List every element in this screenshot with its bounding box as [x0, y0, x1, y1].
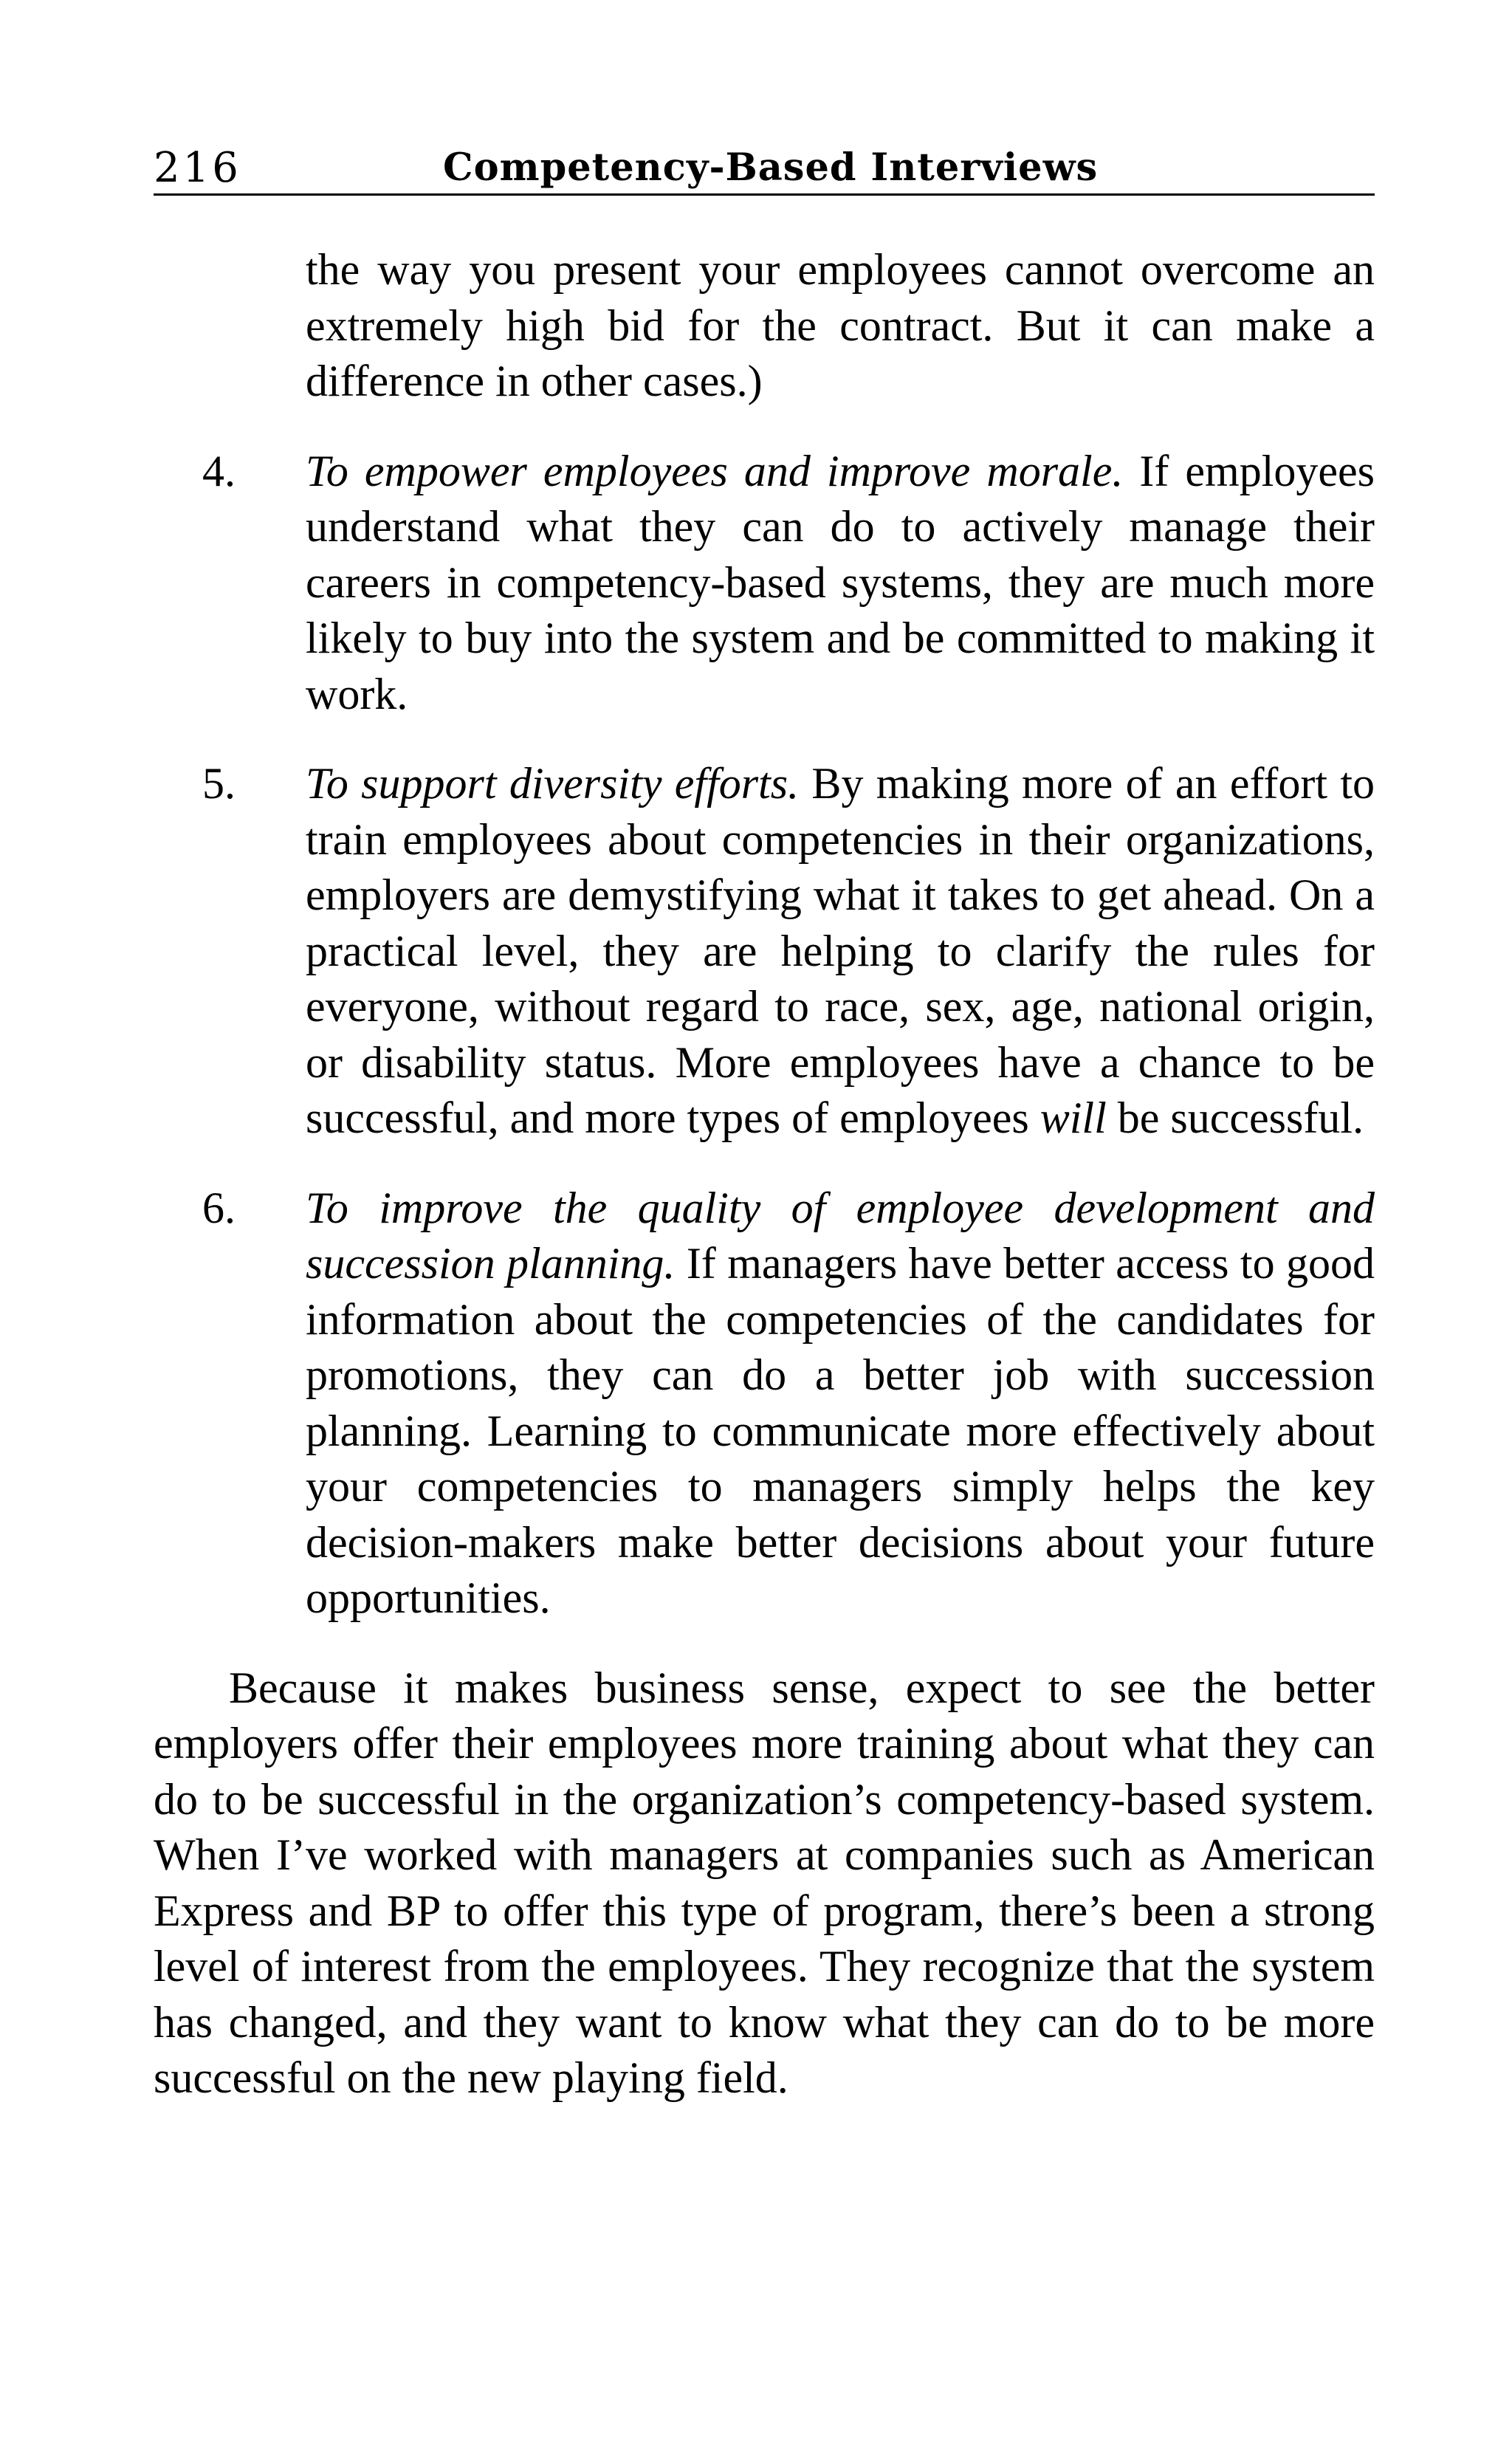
page-body: [154, 242, 1375, 2106]
list-item-number: 5.: [202, 759, 236, 808]
continued-list-text: the way you present your employees cannot overcome an extremely high bid for the contract. But it can make a difference in other cases.): [306, 245, 1375, 405]
list-item-lead: To support diversity efforts.: [306, 759, 800, 808]
list-item-body: By making more of an effort to train employees about competencies in their organizations, employers are demystifying what it takes to get ahead. On a practical level, they are helping to clarify the rules for everyone, without regard to race, sex, age, national origin, or disability status. More employees have a chance to be successful, and more types of employees: [306, 759, 1375, 1142]
list-item-number: 6.: [202, 1183, 236, 1232]
book-page: [154, 0, 1375, 2438]
body-paragraph: Because it makes business sense, expect to see the better employers offer their employees more training about what they can do to be successful in the organization’s competency-based system. When I’ve worked with managers at companies such as American Express and BP to offer this type of program, there’s been a strong level of interest from the employees. They recognize that the system has changed, and they want to know what they can do to be more successful on the new playing field.: [154, 1663, 1375, 2102]
list-item-6: [202, 1181, 1375, 1627]
list-item-text: [306, 1181, 1375, 1627]
list-item-4: [202, 444, 1375, 723]
list-item-body: If managers have better access to good information about the competencies of the candidates for promotions, they can do a better job with succession planning. Learning to communicate more effectively about your competencies to managers simply helps the key decision-makers make better decisions about your future opportunities.: [306, 1239, 1375, 1622]
page-number: 216: [154, 144, 241, 192]
running-title: Competency-Based Interviews: [443, 145, 1099, 190]
list-item-number: 4.: [202, 446, 236, 495]
emphasis-text: will: [1040, 1093, 1107, 1142]
list-item-5: [202, 756, 1375, 1147]
list-item-text: [306, 444, 1375, 723]
list-item-body-end: be successful.: [1106, 1093, 1364, 1142]
list-item-text: [306, 756, 1375, 1147]
list-item-lead: To improve the quality of employee development and succession planning.: [306, 1183, 1375, 1288]
list-item-body: If employees understand what they can do to actively manage their careers in competency-based systems, they are much more likely to buy into the system and be committed to making it work.: [306, 446, 1375, 718]
running-header: [154, 140, 1375, 196]
list-item-lead: To empower employees and improve morale.: [306, 446, 1124, 495]
